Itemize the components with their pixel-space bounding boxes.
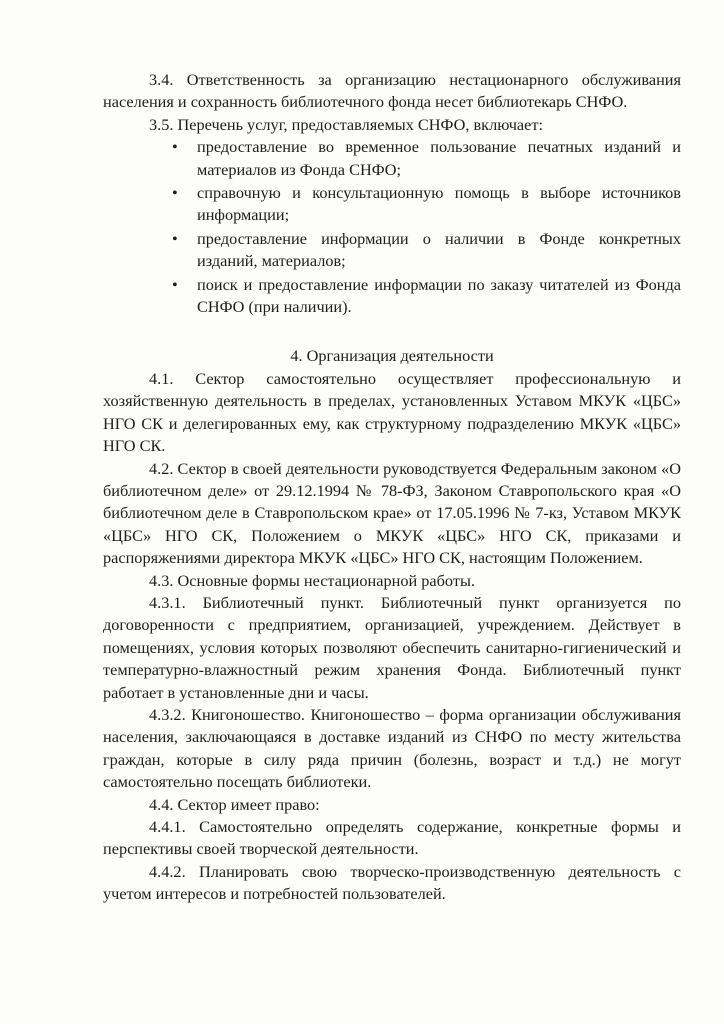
section-heading-4: 4. Организация деятельности [290, 346, 494, 366]
bullet-icon: • [172, 274, 178, 294]
list-item: • предоставление информации о наличии в Фонде конкретных изданий, материалов; [172, 228, 681, 271]
bullet-icon: • [172, 183, 178, 203]
bullet-icon: • [172, 137, 178, 157]
list-item: • справочную и консультационную помощь в выборе источников информации; [172, 183, 681, 225]
paragraph-3-4: 3.4. Ответственность за организацию нестационарного обслуживания населения и сохранность библиотечного фонда несет библиотекарь СНФО. [103, 70, 681, 112]
paragraph-4-4-1: 4.4.1. Самостоятельно определять содержание, конкретные формы и перспективы своей творческой деятельности. [103, 817, 681, 859]
paragraph-4-1: 4.1. Сектор самостоятельно осуществляет профессиональную и хозяйственную деятельность в пределах, установленных Уставом МКУК «ЦБС» НГО СК и делегированных ему, как структурному подразделению МКУК «ЦБС» НГО СК. [103, 368, 681, 456]
list-item: • поиск и предоставление информации по заказу читателей из Фонда СНФО (при наличии). [172, 274, 681, 317]
paragraph-4-4: 4.4. Сектор имеет право: [149, 794, 320, 814]
paragraph-4-3-1: 4.3.1. Библиотечный пункт. Библиотечный пункт организуется по договоренности с предприятием, организацией, учреждением. Действует в помещениях, условия которых позволяют обеспечить санитарно-гигиенический и температурно-влажностный режим хранения Фонда. Библиотечный пункт работает в установленные дни и часы. [103, 592, 681, 702]
paragraph-4-4-2: 4.4.2. Планировать свою творческо-производственную деятельность с учетом интересов и потребностей пользователей. [103, 861, 681, 904]
paragraph-4-3-2: 4.3.2. Книгоношество. Книгоношество – форма организации обслуживания населения, заключающаяся в доставке изданий из СНФО по месту жительства граждан, которые в силу ряда причин (болезнь, возраст и т.д.) не могут самостоятельно посещать библиотеки. [103, 704, 681, 792]
bullet-icon: • [172, 228, 178, 248]
paragraph-4-2: 4.2. Сектор в своей деятельности руководствуется Федеральным законом «О библиотечном деле» от 29.12.1994 № 78-ФЗ, Законом Ставропольского края «О библиотечном деле в Ставропольском крае» от 17.05.1996 № 7-кз, Уставом МКУК «ЦБС» НГО СК, Положением о МКУК «ЦБС» НГО СК, приказами и распоряжениями директора МКУК «ЦБС» НГО СК, настоящим Положением. [103, 458, 681, 568]
paragraph-3-5: 3.5. Перечень услуг, предоставляемых СНФО, включает: [149, 114, 544, 134]
document-body [103, 69, 681, 906]
list-item: • предоставление во временное пользование печатных изданий и материалов из Фонда СНФО; [172, 137, 681, 179]
services-list [103, 136, 681, 318]
paragraph-4-3: 4.3. Основные формы нестационарной работы. [149, 570, 475, 590]
